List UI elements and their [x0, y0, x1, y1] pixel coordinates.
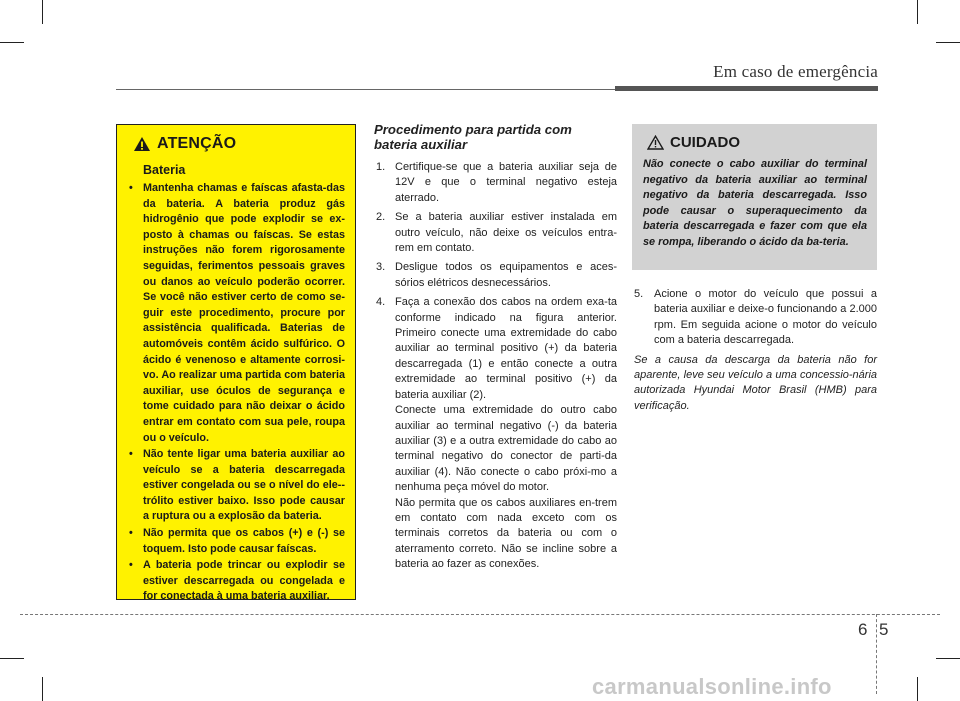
crop-mark	[42, 677, 43, 701]
crop-mark	[42, 0, 43, 24]
step-text: Faça a conexão dos cabos na ordem exa-ta conforme indicado na figura anterior. Primeiro conecte uma extremidade do cabo auxiliar ao terminal positivo (+) da bateria descarregada (1) e então conecte a outra extremidade ao terminal positivo (+) da bateria auxiliar (2).	[395, 296, 617, 401]
note-text: Se a causa da descarga da bateria não for aparente, leve seu veículo a uma concessio-nária autorizada Hyundai Motor Brasil (HMB) para verificação.	[634, 353, 877, 412]
right-column	[634, 287, 877, 414]
caution-box	[632, 124, 877, 270]
step-number: 2.	[376, 211, 386, 224]
step-number: 5.	[634, 288, 644, 300]
page-header-title: Em caso de emergência	[713, 62, 878, 81]
crop-mark	[0, 658, 24, 659]
footer-rule	[20, 614, 940, 615]
warning-item: • Não permita que os cabos (+) e (-) se toquem. Isto pode causar faíscas.	[129, 526, 345, 557]
crop-mark	[936, 658, 960, 659]
procedure-title: Procedimento para partida com bateria auxiliar	[374, 122, 572, 152]
warning-box	[116, 124, 356, 603]
step-number: 4.	[376, 296, 386, 309]
procedure-step	[374, 210, 617, 256]
crop-mark	[936, 42, 960, 43]
step-number: 1.	[376, 161, 386, 173]
caution-title: CUIDADO	[670, 134, 740, 151]
warning-title: ATENÇÃO	[157, 135, 237, 152]
step-text-continued: Não permita que os cabos auxiliares en-trem em contato com nada exceto com os terminais corretos da bateria ou com o aterramento correto. Não se incline sobre a bateria ao fazer as conexões.	[395, 496, 617, 571]
header-bar	[615, 86, 878, 91]
warning-item: • A bateria pode trincar ou explodir se estiver descarregada ou congelada e for conectada à uma bateria auxiliar.	[129, 558, 345, 605]
step-text: Certifique-se que a bateria auxiliar seja de 12V e que o terminal negativo esteja aterrado.	[395, 161, 617, 204]
step-text: Se a bateria auxiliar estiver instalada em outro veículo, não deixe os veículos entra-rem em contato.	[395, 211, 617, 255]
procedure-step	[634, 287, 877, 349]
warning-list	[129, 181, 345, 605]
crop-mark	[917, 677, 918, 701]
page-number: 5	[879, 620, 889, 639]
warning-item: • Mantenha chamas e faíscas afasta-das da bateria. A bateria produz gás hidrogênio que pode explodir se ex-posto à chamas ou faíscas. Se estas instruções não forem rigorosamente seguidas, ferimentos pessoais graves ou danos ao veículo poderão ocorrer. Se você não estiver certo de como se-guir este procedimento, procure por assistência qualificada. Baterias de automóveis contêm ácido sulfúrico. O ácido é venenoso e altamente corrosi-vo. Ao realizar uma partida com bateria auxiliar, use óculos de segurança e tome cuidado para não deixar o ácido entrar em contato com sua pele, roupa ou o veículo.	[129, 181, 345, 446]
step-number: 3.	[376, 261, 386, 274]
chapter-number: 6	[858, 620, 868, 639]
warning-header	[133, 135, 345, 153]
caution-body: Não conecte o cabo auxiliar do terminal negativo da bateria auxiliar ao terminal negativo da bateria descarregada. Isso pode causar o superaquecimento da bateria descarregada e fazer com que ela se rompa, liberando o ácido da ba-teria.	[643, 158, 867, 248]
procedure-step	[374, 160, 617, 206]
watermark: carmanualsonline.info	[592, 674, 832, 699]
footer-divider	[876, 614, 877, 694]
warning-subtitle: Bateria	[143, 163, 186, 177]
crop-mark	[0, 42, 24, 43]
procedure-steps	[374, 160, 617, 573]
caution-triangle-icon	[647, 135, 664, 150]
warning-triangle-icon	[133, 136, 151, 152]
step-text: Acione o motor do veículo que possui a bateria auxiliar e deixe-o funcionando a 2.000 rpm. Em seguida acione o motor do veículo com a bateria descarregada.	[654, 288, 877, 347]
procedure-section	[374, 122, 617, 577]
step-text: Desligue todos os equipamentos e aces-sórios elétricos desnecessários.	[395, 261, 617, 289]
step-text-continued: Conecte uma extremidade do outro cabo auxiliar ao terminal negativo (-) da bateria auxiliar (3) e a outra extremidade do cabo ao terminal negativo do conector de parti-da auxiliar (4). Não conecte o cabo próxi-mo a nenhuma peça móvel do motor.	[395, 404, 617, 494]
crop-mark	[917, 0, 918, 24]
caution-header	[647, 134, 867, 151]
procedure-step	[374, 260, 617, 291]
procedure-step	[374, 295, 617, 572]
warning-item: • Não tente ligar uma bateria auxiliar ao veículo se a bateria descarregada estiver congelada ou se o nível do ele--trólito estiver baixo. Isso pode causar a ruptura ou a explosão da bateria.	[129, 447, 345, 525]
